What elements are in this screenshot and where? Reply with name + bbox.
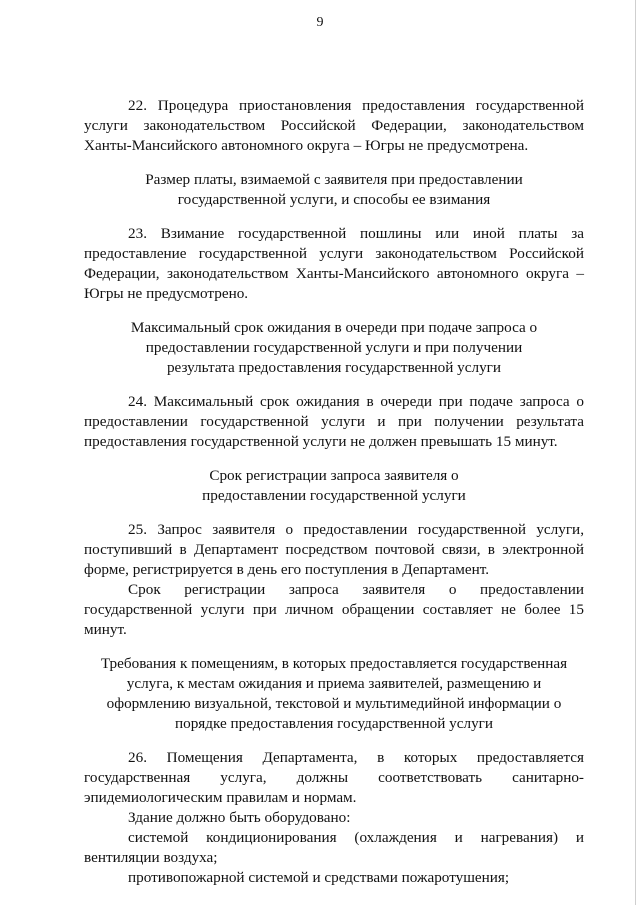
paragraph-23: 23. Взимание государственной пошлины или иной платы за предоставление государственной услуги законодательством Российской Федерации, законодательством Ханты-Мансийского автономного округа – Югры не предусмотрено. — [84, 225, 584, 302]
list-item-ventilation: системой кондиционирования (охлаждения и нагревания) и вентиляции воздуха; — [84, 829, 584, 866]
heading-premises-requirements: Требования к помещениям, в которых предоставляется государственная услуга, к местам ожидания и приема заявителей, размещению и оформлению визуальной, текстовой и мультимедийной информации о порядке предоставления государственной услуги — [100, 655, 568, 732]
paragraph-25-term: Срок регистрации запроса заявителя о предоставлении государственной услуги при личном обращении составляет не более 15 минут. — [84, 581, 584, 638]
page-edge-line — [635, 0, 636, 905]
paragraph-25: 25. Запрос заявителя о предоставлении государственной услуги, поступивший в Департамент посредством почтовой связи, в электронной форме, регистрируется в день его поступления в Департамент. — [84, 521, 584, 578]
paragraph-building-equipment: Здание должно быть оборудовано: — [128, 809, 351, 826]
page-number: 9 — [316, 15, 324, 30]
heading-registration-term: Срок регистрации запроса заявителя о предоставлении государственной услуги — [202, 467, 466, 504]
paragraph-26: 26. Помещения Департамента, в которых предоставляется государственная услуга, должны соответствовать санитарно-эпидемиологическим правилам и нормам. — [84, 749, 584, 806]
list-item-fire-safety: противопожарной системой и средствами пожаротушения; — [128, 869, 510, 886]
heading-queue-time: Максимальный срок ожидания в очереди при подаче запроса о предоставлении государственной услуги и при получении результата предоставления государственной услуги — [130, 319, 538, 376]
heading-fee: Размер платы, взимаемой с заявителя при предоставлении государственной услуги, и способы ее взимания — [145, 171, 523, 208]
paragraph-22: 22. Процедура приостановления предоставления государственной услуги законодательством Российской Федерации, законодательством Ханты-Мансийского автономного округа – Югры не предусмотрена. — [84, 97, 584, 154]
paragraph-24: 24. Максимальный срок ожидания в очереди при подаче запроса о предоставлении государственной услуги и при получении результата предоставления государственной услуги не должен превышать 15 минут. — [84, 393, 584, 450]
document-body — [84, 96, 584, 888]
